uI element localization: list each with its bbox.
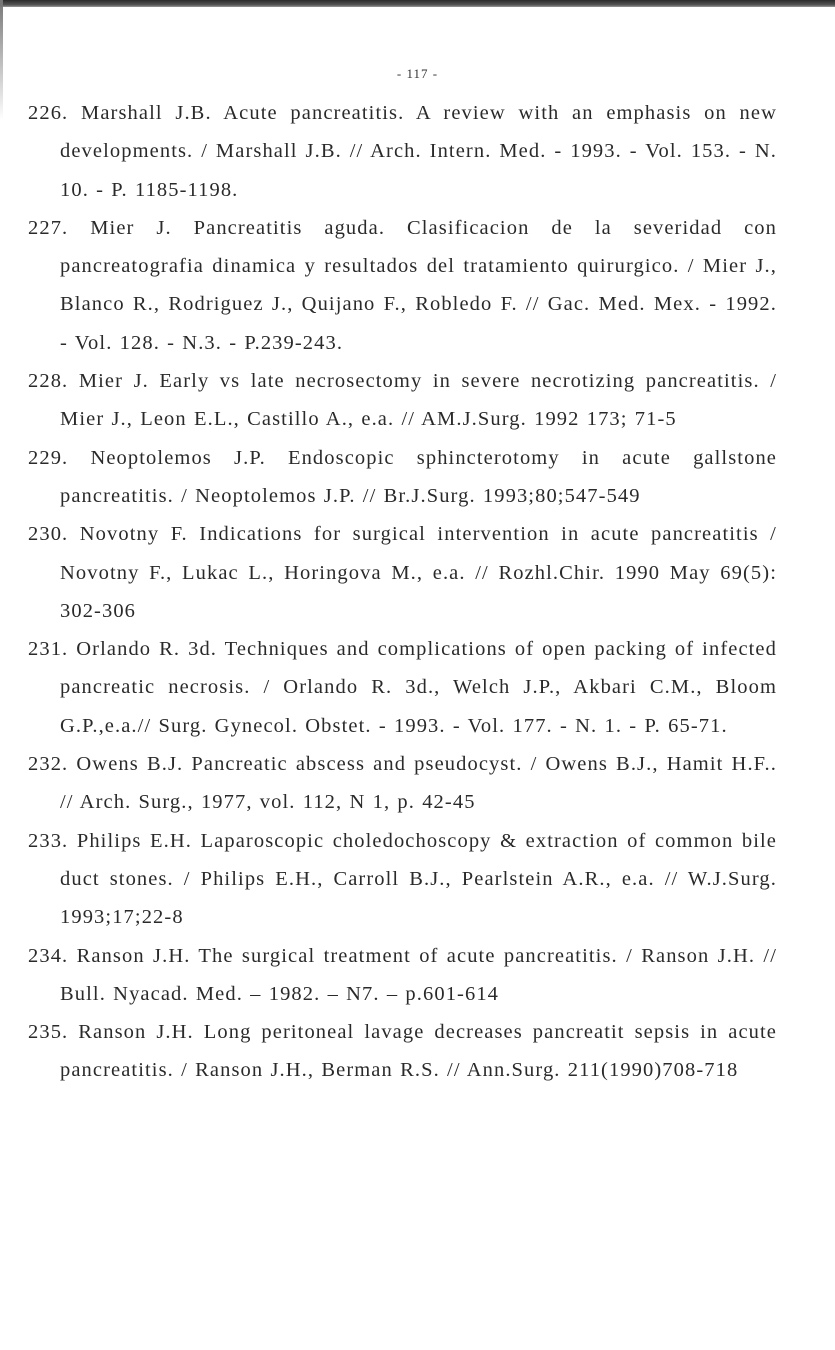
reference-text: Marshall J.B. Acute pancreatitis. A review with an emphasis on new developments. / Marshall J.B. // Arch. Intern. Med. - 1993. - Vol. 153. - N. 10. - P. 1185-1198. [60,102,777,201]
reference-number: 229. [28,446,69,469]
reference-text: Ranson J.H. The surgical treatment of acute pancreatitis. / Ranson J.H. // Bull. Nyacad. Med. – 1982. – N7. – p.601-614 [60,944,777,1005]
reference-number: 231. [28,638,69,661]
scan-top-edge [0,0,835,7]
reference-number: 232. [28,753,69,776]
reference-text: Neoptolemos J.P. Endoscopic sphincterotomy in acute gallstone pancreatitis. / Neoptolemos J.P. // Br.J.Surg. 1993;80;547-549 [60,446,777,507]
reference-item [28,1013,777,1090]
reference-item [28,630,777,745]
reference-list [28,94,778,1090]
reference-item [28,515,777,630]
reference-item [28,94,777,209]
reference-text: Mier J. Early vs late necrosectomy in severe necrotizing pancreatitis. / Mier J., Leon E.L., Castillo A., e.a. // AM.J.Surg. 1992 173; 71-5 [60,370,777,431]
scan-left-edge [0,0,3,120]
page-number: - 117 - [396,66,439,81]
reference-item [28,439,777,516]
reference-number: 235. [28,1021,69,1044]
reference-number: 228. [28,370,69,393]
reference-text: Mier J. Pancreatitis aguda. Clasificacion de la severidad con pancreatografia dinamica y resultados del tratamiento quirurgico. / Mier J., Blanco R., Rodriguez J., Quijano F., Robledo F. // Gac. Med. Mex. - 1992. - Vol. 128. - N.3. - P.239-243. [60,216,778,354]
reference-item [28,362,777,439]
reference-item [28,937,777,1014]
reference-number: 230. [28,523,69,546]
reference-item [28,209,778,362]
reference-number: 227. [28,216,69,239]
reference-item [28,822,777,937]
reference-text: Orlando R. 3d. Techniques and complications of open packing of infected pancreatic necrosis. / Orlando R. 3d., Welch J.P., Akbari C.M., Bloom G.P.,e.a.// Surg. Gynecol. Obstet. - 1993. - Vol. 177. - N. 1. - P. 65-71. [60,638,777,737]
reference-text: Philips E.H. Laparoscopic choledochoscopy & extraction of common bile duct stones. / Philips E.H., Carroll B.J., Pearlstein A.R., e.a. // W.J.Surg. 1993;17;22-8 [60,829,777,929]
reference-number: 234. [28,944,69,967]
reference-number: 226. [28,102,69,124]
reference-text: Novotny F. Indications for surgical intervention in acute pancreatitis / Novotny F., Lukac L., Horingova M., e.a. // Rozhl.Chir. 1990 May 69(5): 302-306 [60,523,777,622]
reference-number: 233. [28,829,69,852]
reference-text: Ranson J.H. Long peritoneal lavage decreases pancreatit sepsis in acute pancreatitis. / Ranson J.H., Berman R.S. // Ann.Surg. 211(1990)708-718 [60,1021,777,1082]
reference-text: Owens B.J. Pancreatic abscess and pseudocyst. / Owens B.J., Hamit H.F.. // Arch. Surg., 1977, vol. 112, N 1, p. 42-45 [60,753,777,814]
reference-item [28,745,777,822]
